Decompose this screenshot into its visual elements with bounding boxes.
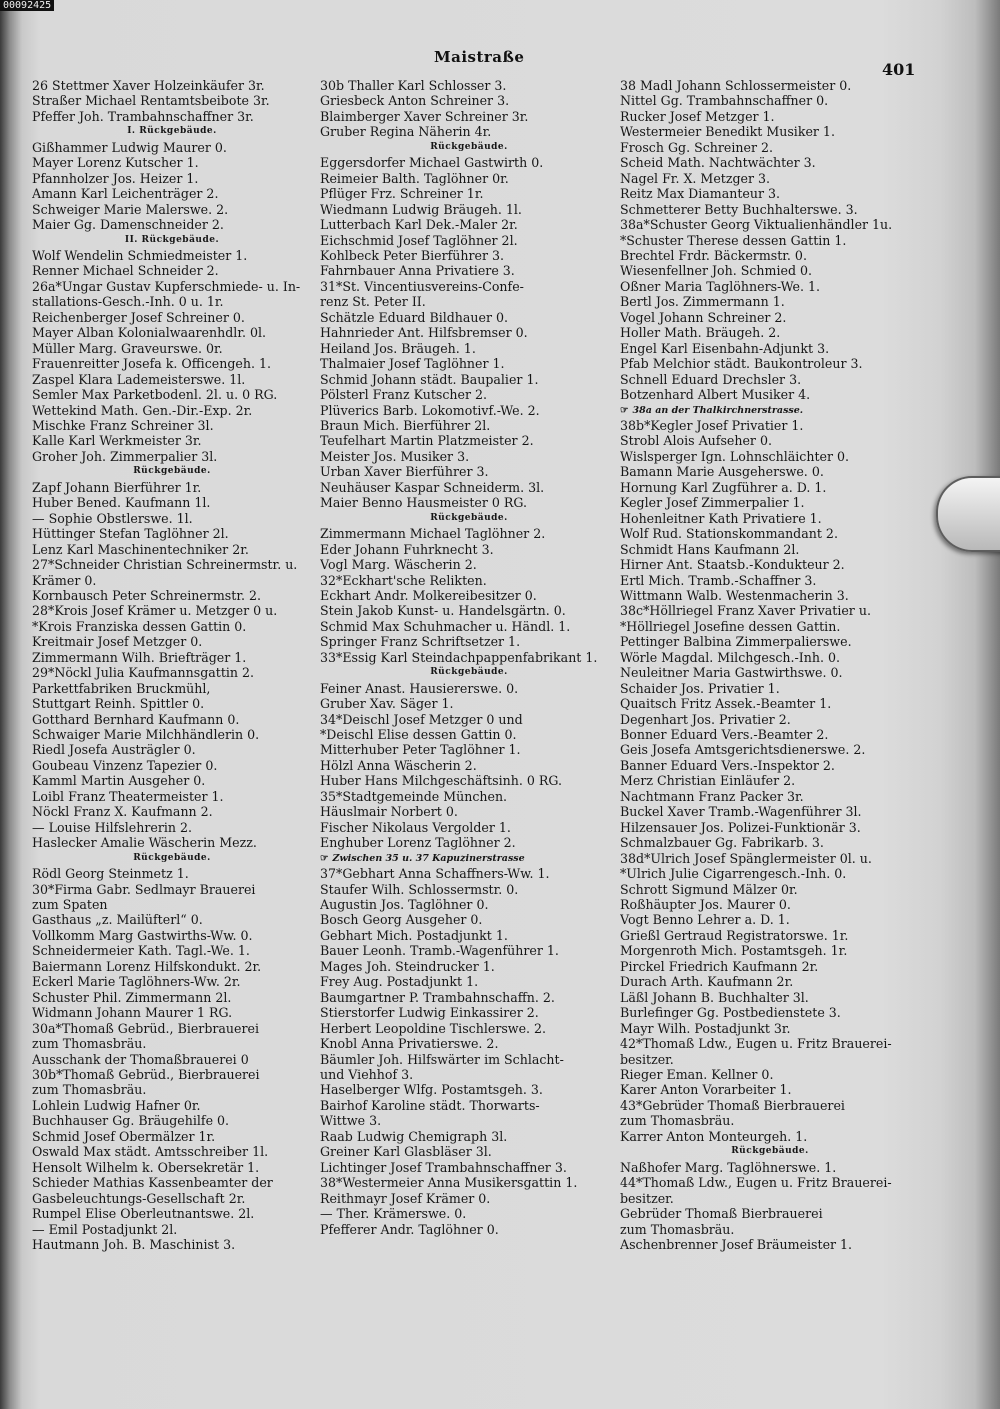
directory-line: Raab Ludwig Chemigraph 3l. bbox=[320, 1128, 508, 1144]
directory-line: Lichtinger Josef Trambahnschaffner 3. bbox=[320, 1159, 567, 1175]
directory-line: Lenz Karl Maschinentechniker 2r. bbox=[32, 541, 249, 557]
page-clip-icon bbox=[936, 476, 1000, 552]
directory-line: Buckel Xaver Tramb.-Wagenführer 3l. bbox=[620, 804, 862, 820]
directory-line: Rückgebäude. bbox=[430, 667, 508, 678]
directory-line: Grießl Gertraud Registratorswe. 1r. bbox=[620, 927, 849, 943]
directory-line: Rückgebäude. bbox=[430, 141, 508, 152]
directory-line: Hohenleitner Kath Privatiere 1. bbox=[620, 510, 822, 526]
directory-line: Wolf Wendelin Schmiedmeister 1. bbox=[32, 247, 248, 263]
directory-line: Hautmann Joh. B. Maschinist 3. bbox=[32, 1236, 236, 1252]
directory-line: Gebhart Mich. Postadjunkt 1. bbox=[320, 927, 508, 943]
directory-line: Gruber Xav. Säger 1. bbox=[320, 696, 454, 712]
directory-line: Kalle Karl Werkmeister 3r. bbox=[32, 433, 202, 449]
directory-line: Frosch Gg. Schreiner 2. bbox=[620, 139, 773, 155]
directory-line: 33*Essig Karl Steindachpappenfabrikant 1. bbox=[320, 649, 598, 665]
directory-line: Aschenbrenner Josef Bräumeister 1. bbox=[620, 1236, 853, 1252]
directory-line: 44*Thomaß Ldw., Eugen u. Fritz Brauerei- bbox=[620, 1175, 892, 1191]
scan-id-label: 00092425 bbox=[0, 0, 54, 11]
directory-line: Mayer Lorenz Kutscher 1. bbox=[32, 155, 199, 171]
directory-line: Rückgebäude. bbox=[430, 512, 508, 523]
directory-line: Hensolt Wilhelm k. Obersekretär 1. bbox=[32, 1159, 260, 1175]
directory-line: Geis Josefa Amtsgerichtsdienerswe. 2. bbox=[620, 742, 866, 758]
directory-line: Bairhof Karoline städt. Thorwarts- bbox=[320, 1097, 540, 1113]
directory-line: Schätzle Eduard Bildhauer 0. bbox=[320, 309, 509, 325]
directory-line: Bauer Leonh. Tramb.-Wagenführer 1. bbox=[320, 943, 559, 959]
directory-line: 42*Thomaß Ldw., Eugen u. Fritz Brauerei- bbox=[620, 1036, 892, 1052]
directory-line: Reitz Max Diamanteur 3. bbox=[620, 186, 781, 202]
directory-line: Maier Gg. Damenschneider 2. bbox=[32, 217, 224, 233]
directory-line: Schmalzbauer Gg. Fabrikarb. 3. bbox=[620, 835, 824, 851]
directory-line: Gebrüder Thomaß Bierbrauerei bbox=[620, 1206, 823, 1222]
directory-line: Reimeier Balth. Taglöhner 0r. bbox=[320, 170, 509, 186]
directory-line: 38c*Höllriegel Franz Xaver Privatier u. bbox=[620, 603, 871, 619]
directory-line: Wiesenfellner Joh. Schmied 0. bbox=[620, 263, 813, 279]
directory-line: Riedl Josefa Austrägler 0. bbox=[32, 742, 196, 758]
directory-line: Krämer 0. bbox=[32, 572, 97, 588]
directory-line: Maier Benno Hausmeister 0 RG. bbox=[320, 495, 528, 511]
directory-line: Kohlbeck Peter Bierführer 3. bbox=[320, 247, 505, 263]
directory-line: Greiner Karl Glasbläser 3l. bbox=[320, 1144, 492, 1160]
directory-line: Goubeau Vinzenz Tapezier 0. bbox=[32, 757, 218, 773]
directory-line: Mitterhuber Peter Taglöhner 1. bbox=[320, 742, 521, 758]
directory-line: stallations-Gesch.-Inh. 0 u. 1r. bbox=[32, 294, 224, 310]
directory-line: Schneidermeier Kath. Tagl.-We. 1. bbox=[32, 943, 250, 959]
directory-line: 38*Westermeier Anna Musikersgattin 1. bbox=[320, 1175, 578, 1191]
directory-line: Rödl Georg Steinmetz 1. bbox=[32, 866, 189, 882]
directory-line: besitzer. bbox=[620, 1190, 674, 1206]
directory-line: Enghuber Lorenz Taglöhner 2. bbox=[320, 835, 516, 851]
directory-line: Pfeffer Joh. Trambahnschaffner 3r. bbox=[32, 108, 254, 124]
directory-line: Baumgartner P. Trambahnschaffn. 2. bbox=[320, 989, 555, 1005]
directory-line: Hahnrieder Ant. Hilfsbremser 0. bbox=[320, 325, 528, 341]
directory-line: Baiermann Lorenz Hilfskondukt. 2r. bbox=[32, 958, 262, 974]
directory-line: Staufer Wilh. Schlossermstr. 0. bbox=[320, 881, 519, 897]
directory-line: Pirckel Friedrich Kaufmann 2r. bbox=[620, 958, 819, 974]
directory-line: Eckerl Marie Taglöhners-Ww. 2r. bbox=[32, 974, 241, 990]
directory-line: Zapf Johann Bierführer 1r. bbox=[32, 479, 202, 495]
directory-line: Mayer Alban Kolonialwaarenhdlr. 0l. bbox=[32, 325, 267, 341]
directory-line: Buchhauser Gg. Bräugehilfe 0. bbox=[32, 1113, 230, 1129]
directory-line: Hirner Ant. Staatsb.-Kondukteur 2. bbox=[620, 557, 845, 573]
directory-line bbox=[620, 403, 920, 418]
directory-line: Herbert Leopoldine Tischlerswe. 2. bbox=[320, 1020, 547, 1036]
directory-line: 31*St. Vincentiusvereins-Confe- bbox=[320, 278, 524, 294]
directory-line: Wittwe 3. bbox=[320, 1113, 382, 1129]
directory-line: Lohlein Ludwig Hafner 0r. bbox=[32, 1097, 201, 1113]
directory-line: 27*Schneider Christian Schreinermstr. u. bbox=[32, 557, 298, 573]
directory-line: Kamml Martin Ausgeher 0. bbox=[32, 773, 206, 789]
directory-line: 29*Nöckl Julia Kaufmannsgattin 2. bbox=[32, 665, 255, 681]
directory-line: Eichschmid Josef Taglöhner 2l. bbox=[320, 232, 518, 248]
directory-line: *Deischl Elise dessen Gattin 0. bbox=[320, 727, 517, 743]
directory-line: 30b*Thomaß Gebrüd., Bierbrauerei bbox=[32, 1067, 260, 1082]
directory-line: Vogel Johann Schreiner 2. bbox=[620, 309, 787, 325]
directory-line: Gruber Regina Näherin 4r. bbox=[320, 124, 492, 140]
directory-line: *Ulrich Julie Cigarrengesch.-Inh. 0. bbox=[620, 866, 847, 882]
directory-line: Oßner Maria Taglöhners-We. 1. bbox=[620, 278, 821, 294]
directory-line: Strobl Alois Aufseher 0. bbox=[620, 433, 772, 449]
directory-line: Schrott Sigmund Mälzer 0r. bbox=[620, 881, 798, 897]
directory-line: Schwaiger Marie Milchhändlerin 0. bbox=[32, 727, 260, 743]
directory-line: Nachtmann Franz Packer 3r. bbox=[620, 788, 804, 804]
directory-line: Pölsterl Franz Kutscher 2. bbox=[320, 387, 488, 403]
directory-line: 38d*Ulrich Josef Spänglermeister 0l. u. bbox=[620, 850, 872, 866]
directory-line: Kornbausch Peter Schreinermstr. 2. bbox=[32, 587, 261, 603]
directory-line: Meister Jos. Musiker 3. bbox=[320, 448, 470, 464]
directory-line: Nagel Fr. X. Metzger 3. bbox=[620, 170, 771, 186]
directory-line: Semler Max Parketbodenl. 2l. u. 0 RG. bbox=[32, 387, 278, 403]
directory-line: Loibl Franz Theatermeister 1. bbox=[32, 788, 224, 804]
directory-line: 43*Gebrüder Thomaß Bierbrauerei bbox=[620, 1097, 845, 1113]
directory-line: 37*Gebhart Anna Schaffners-Ww. 1. bbox=[320, 866, 550, 882]
directory-line: Griesbeck Anton Schreiner 3. bbox=[320, 93, 510, 109]
directory-line: Oswald Max städt. Amtsschreiber 1l. bbox=[32, 1144, 269, 1160]
directory-line: Stein Jakob Kunst- u. Handelsgärtn. 0. bbox=[320, 603, 566, 619]
directory-line: 26 Stettmer Xaver Holzeinkäufer 3r. bbox=[32, 78, 265, 93]
directory-line: Bäumler Joh. Hilfswärter im Schlacht- bbox=[320, 1051, 564, 1067]
directory-line: Mayr Wilh. Postadjunkt 3r. bbox=[620, 1020, 791, 1036]
directory-line: Vogl Marg. Wäscherin 2. bbox=[320, 557, 477, 573]
directory-line: Schweiger Marie Malerswe. 2. bbox=[32, 201, 229, 217]
directory-line: Rückgebäude. bbox=[133, 466, 211, 477]
directory-line: Feiner Anast. Hausiererswe. 0. bbox=[320, 680, 519, 696]
directory-line: zum Thomasbräu. bbox=[32, 1036, 147, 1052]
directory-line: Hornung Karl Zugführer a. D. 1. bbox=[620, 479, 827, 495]
directory-line: Gißhammer Ludwig Maurer 0. bbox=[32, 139, 227, 155]
directory-line: Stuttgart Reinh. Spittler 0. bbox=[32, 696, 205, 712]
directory-line: Ertl Mich. Tramb.-Schaffner 3. bbox=[620, 572, 817, 588]
directory-line: Huber Bened. Kaufmann 1l. bbox=[32, 495, 211, 511]
column-left bbox=[32, 78, 312, 1252]
directory-line: Widmann Johann Maurer 1 RG. bbox=[32, 1005, 233, 1021]
directory-line: Straßer Michael Rentamtsbeibote 3r. bbox=[32, 93, 270, 109]
directory-line: Reichenberger Josef Schreiner 0. bbox=[32, 309, 245, 325]
directory-line: Knobl Anna Privatierswe. 2. bbox=[320, 1036, 499, 1052]
directory-line: Rieger Eman. Kellner 0. bbox=[620, 1067, 774, 1082]
directory-line: Durach Arth. Kaufmann 2r. bbox=[620, 974, 794, 990]
directory-line: Bonner Eduard Vers.-Beamter 2. bbox=[620, 727, 829, 743]
directory-line: Läßl Johann B. Buchhalter 3l. bbox=[620, 989, 809, 1005]
directory-line: Banner Eduard Vers.-Inspektor 2. bbox=[620, 757, 835, 773]
directory-line: 30a*Thomaß Gebrüd., Bierbrauerei bbox=[32, 1020, 259, 1036]
directory-line: Vogt Benno Lehrer a. D. 1. bbox=[620, 912, 790, 928]
directory-line: Ausschank der Thomaßbrauerei 0 bbox=[32, 1051, 249, 1067]
directory-line: Neuhäuser Kaspar Schneiderm. 3l. bbox=[320, 479, 545, 495]
directory-line: Haslecker Amalie Wäscherin Mezz. bbox=[32, 835, 257, 851]
directory-line: Haselberger Wlfg. Postamtsgeh. 3. bbox=[320, 1082, 543, 1098]
directory-line: Hüttinger Stefan Taglöhner 2l. bbox=[32, 526, 229, 542]
directory-line: Morgenroth Mich. Postamtsgeh. 1r. bbox=[620, 943, 848, 959]
directory-line: Springer Franz Schriftsetzer 1. bbox=[320, 634, 521, 650]
directory-line: zum Thomasbräu. bbox=[620, 1221, 735, 1237]
directory-line: Quaitsch Fritz Assek.-Beamter 1. bbox=[620, 696, 832, 712]
street-note-text: Zwischen 35 u. 37 Kapuzinerstrasse bbox=[332, 852, 525, 864]
directory-line: Fischer Nikolaus Vergolder 1. bbox=[320, 819, 511, 835]
directory-line: Rumpel Elise Oberleutnantswe. 2l. bbox=[32, 1206, 255, 1222]
directory-line: und Viehhof 3. bbox=[320, 1067, 414, 1082]
directory-line: Frey Aug. Postadjunkt 1. bbox=[320, 974, 479, 990]
column-middle bbox=[320, 78, 618, 1237]
page-number: 401 bbox=[882, 60, 916, 79]
directory-line: Heiland Jos. Bräugeh. 1. bbox=[320, 340, 476, 356]
directory-line: 35*Stadtgemeinde München. bbox=[320, 788, 508, 804]
directory-line: Teufelhart Martin Platzmeister 2. bbox=[320, 433, 534, 449]
directory-line: Wiedmann Ludwig Bräugeh. 1l. bbox=[320, 201, 522, 217]
directory-line: Thalmaier Josef Taglöhner 1. bbox=[320, 356, 505, 372]
directory-line: Renner Michael Schneider 2. bbox=[32, 263, 219, 279]
directory-line: Schmidt Hans Kaufmann 2l. bbox=[620, 541, 800, 557]
directory-line: *Krois Franziska dessen Gattin 0. bbox=[32, 618, 247, 634]
directory-line: Degenhart Jos. Privatier 2. bbox=[620, 711, 791, 727]
pointing-hand-icon: ☞ bbox=[620, 404, 629, 416]
directory-line: Pfannholzer Jos. Heizer 1. bbox=[32, 170, 199, 186]
directory-line: Mages Joh. Steindrucker 1. bbox=[320, 958, 495, 974]
directory-line: Gasthaus „z. Mailüfterl“ 0. bbox=[32, 912, 203, 928]
directory-line: 30b Thaller Karl Schlosser 3. bbox=[320, 78, 507, 93]
directory-line: — Louise Hilfslehrerin 2. bbox=[32, 819, 193, 835]
directory-line: 26a*Ungar Gustav Kupferschmiede- u. In- bbox=[32, 278, 301, 294]
directory-line: Kreitmair Josef Metzger 0. bbox=[32, 634, 203, 650]
directory-line: zum Thomasbräu. bbox=[620, 1113, 735, 1129]
directory-line: *Schuster Therese dessen Gattin 1. bbox=[620, 232, 847, 248]
directory-line: Schmetterer Betty Buchhalterswe. 3. bbox=[620, 201, 858, 217]
directory-line: Zimmermann Michael Taglöhner 2. bbox=[320, 526, 546, 542]
directory-line: Fahrnbauer Anna Privatiere 3. bbox=[320, 263, 515, 279]
directory-line: 38 Madl Johann Schlossermeister 0. bbox=[620, 78, 852, 93]
directory-line: Amann Karl Leichenträger 2. bbox=[32, 186, 219, 202]
directory-line: Gotthard Bernhard Kaufmann 0. bbox=[32, 711, 240, 727]
directory-line: Wittmann Walb. Westenmacherin 3. bbox=[620, 587, 849, 603]
directory-line: Brechtel Frdr. Bäckermstr. 0. bbox=[620, 247, 807, 263]
directory-line: Wolf Rud. Stationskommandant 2. bbox=[620, 526, 838, 542]
directory-line: zum Thomasbräu. bbox=[32, 1082, 147, 1098]
directory-line: Bamann Marie Ausgeherswe. 0. bbox=[620, 464, 824, 480]
directory-line: Augustin Jos. Taglöhner 0. bbox=[320, 897, 489, 913]
directory-line: Pfab Melchior städt. Baukontroleur 3. bbox=[620, 356, 863, 372]
directory-line: Zimmermann Wilh. Briefträger 1. bbox=[32, 649, 247, 665]
directory-line: Groher Joh. Zimmerpalier 3l. bbox=[32, 448, 218, 464]
directory-line: Pflüger Frz. Schreiner 1r. bbox=[320, 186, 484, 202]
directory-line: Plüverics Barb. Lokomotivf.-We. 2. bbox=[320, 402, 540, 418]
directory-line: Braun Mich. Bierführer 2l. bbox=[320, 417, 491, 433]
directory-line: zum Spaten bbox=[32, 897, 108, 913]
directory-line: Frauenreitter Josefa k. Officengeh. 1. bbox=[32, 356, 271, 372]
directory-line: Hilzensauer Jos. Polizei-Funktionär 3. bbox=[620, 819, 861, 835]
directory-line: Scheid Math. Nachtwächter 3. bbox=[620, 155, 816, 171]
street-note-text: 38a an der Thalkirchnerstrasse. bbox=[632, 404, 804, 416]
directory-line: Schieder Mathias Kassenbeamter der bbox=[32, 1175, 273, 1191]
directory-line: Merz Christian Einläufer 2. bbox=[620, 773, 796, 789]
directory-line: Schmid Johann städt. Baupalier 1. bbox=[320, 371, 539, 387]
directory-line: Stierstorfer Ludwig Einkassirer 2. bbox=[320, 1005, 539, 1021]
directory-line: Westermeier Benedikt Musiker 1. bbox=[620, 124, 835, 140]
directory-line: Nittel Gg. Trambahnschaffner 0. bbox=[620, 93, 829, 109]
directory-line: *Höllriegel Josefine dessen Gattin. bbox=[620, 618, 841, 634]
directory-line: 38b*Kegler Josef Privatier 1. bbox=[620, 417, 804, 433]
directory-line: Naßhofer Marg. Taglöhnerswe. 1. bbox=[620, 1159, 837, 1175]
directory-line: 38a*Schuster Georg Viktualienhändler 1u. bbox=[620, 217, 893, 233]
directory-line: Schnell Eduard Drechsler 3. bbox=[620, 371, 802, 387]
directory-line: Huber Hans Milchgeschäftsinh. 0 RG. bbox=[320, 773, 563, 789]
directory-line: Schmid Max Schuhmacher u. Händl. 1. bbox=[320, 618, 571, 634]
directory-line: Reithmayr Josef Krämer 0. bbox=[320, 1190, 491, 1206]
directory-line: Burlefinger Gg. Postbedienstete 3. bbox=[620, 1005, 841, 1021]
directory-line: Pettinger Balbina Zimmerpalierswe. bbox=[620, 634, 852, 650]
directory-line: Holler Math. Bräugeh. 2. bbox=[620, 325, 781, 341]
directory-line: Müller Marg. Graveurswe. 0r. bbox=[32, 340, 223, 356]
directory-line: 34*Deischl Josef Metzger 0 und bbox=[320, 711, 523, 727]
directory-line: Kegler Josef Zimmerpalier 1. bbox=[620, 495, 805, 511]
directory-line: Hölzl Anna Wäscherin 2. bbox=[320, 757, 477, 773]
column-right bbox=[620, 78, 920, 1252]
directory-line: Schuster Phil. Zimmermann 2l. bbox=[32, 989, 232, 1005]
directory-line: Eder Johann Fuhrknecht 3. bbox=[320, 541, 494, 557]
directory-line: II. Rückgebäude. bbox=[124, 234, 220, 245]
running-head: Maistraße bbox=[434, 48, 525, 66]
directory-line: Nöckl Franz X. Kaufmann 2. bbox=[32, 804, 213, 820]
directory-line: — Emil Postadjunkt 2l. bbox=[32, 1221, 178, 1237]
directory-line: Mischke Franz Schreiner 3l. bbox=[32, 417, 214, 433]
directory-line: besitzer. bbox=[620, 1051, 674, 1067]
directory-line: Häuslmair Norbert 0. bbox=[320, 804, 458, 820]
directory-line: Zaspel Klara Lademeisterswe. 1l. bbox=[32, 371, 246, 387]
directory-line: Neuleitner Maria Gastwirthswe. 0. bbox=[620, 665, 843, 681]
directory-line: Blaimberger Xaver Schreiner 3r. bbox=[320, 108, 529, 124]
directory-line: Wörle Magdal. Milchgesch.-Inh. 0. bbox=[620, 649, 840, 665]
directory-line: — Sophie Obstlerswe. 1l. bbox=[32, 510, 193, 526]
directory-line: Karer Anton Vorarbeiter 1. bbox=[620, 1082, 792, 1098]
directory-line: Pfefferer Andr. Taglöhner 0. bbox=[320, 1221, 499, 1237]
directory-line: Schaider Jos. Privatier 1. bbox=[620, 680, 780, 696]
directory-line: Parkettfabriken Bruckmühl, bbox=[32, 680, 211, 696]
directory-line: 32*Eckhart'sche Relikten. bbox=[320, 572, 487, 588]
directory-line: Urban Xaver Bierführer 3. bbox=[320, 464, 489, 480]
directory-line: — Ther. Krämerswe. 0. bbox=[320, 1206, 467, 1222]
directory-line: Lutterbach Karl Dek.-Maler 2r. bbox=[320, 217, 518, 233]
directory-line: Botzenhard Albert Musiker 4. bbox=[620, 387, 811, 403]
directory-line: Rückgebäude. bbox=[133, 852, 211, 863]
directory-line: Wettekind Math. Gen.-Dir.-Exp. 2r. bbox=[32, 402, 253, 418]
directory-line: Gasbeleuchtungs-Gesellschaft 2r. bbox=[32, 1190, 246, 1206]
directory-line: Eckhart Andr. Molkereibesitzer 0. bbox=[320, 587, 537, 603]
directory-line: 28*Krois Josef Krämer u. Metzger 0 u. bbox=[32, 603, 278, 619]
directory-line: Karrer Anton Monteurgeh. 1. bbox=[620, 1128, 808, 1144]
directory-line: Rückgebäude. bbox=[731, 1146, 809, 1157]
directory-line: I. Rückgebäude. bbox=[127, 126, 217, 137]
directory-line: Bertl Jos. Zimmermann 1. bbox=[620, 294, 785, 310]
directory-line: Schmid Josef Obermälzer 1r. bbox=[32, 1128, 216, 1144]
directory-line: Rucker Josef Metzger 1. bbox=[620, 108, 775, 124]
directory-line: Vollkomm Marg Gastwirths-Ww. 0. bbox=[32, 927, 253, 943]
pointing-hand-icon: ☞ bbox=[320, 852, 329, 864]
directory-line: Roßhäupter Jos. Maurer 0. bbox=[620, 897, 791, 913]
directory-line: renz St. Peter II. bbox=[320, 294, 426, 310]
directory-line bbox=[320, 851, 618, 866]
directory-line: Wislsperger Ign. Lohnschläichter 0. bbox=[620, 448, 850, 464]
directory-line: Engel Karl Eisenbahn-Adjunkt 3. bbox=[620, 340, 830, 356]
directory-line: 30*Firma Gabr. Sedlmayr Brauerei bbox=[32, 881, 256, 897]
directory-line: Bosch Georg Ausgeher 0. bbox=[320, 912, 483, 928]
directory-line: Eggersdorfer Michael Gastwirth 0. bbox=[320, 155, 544, 171]
